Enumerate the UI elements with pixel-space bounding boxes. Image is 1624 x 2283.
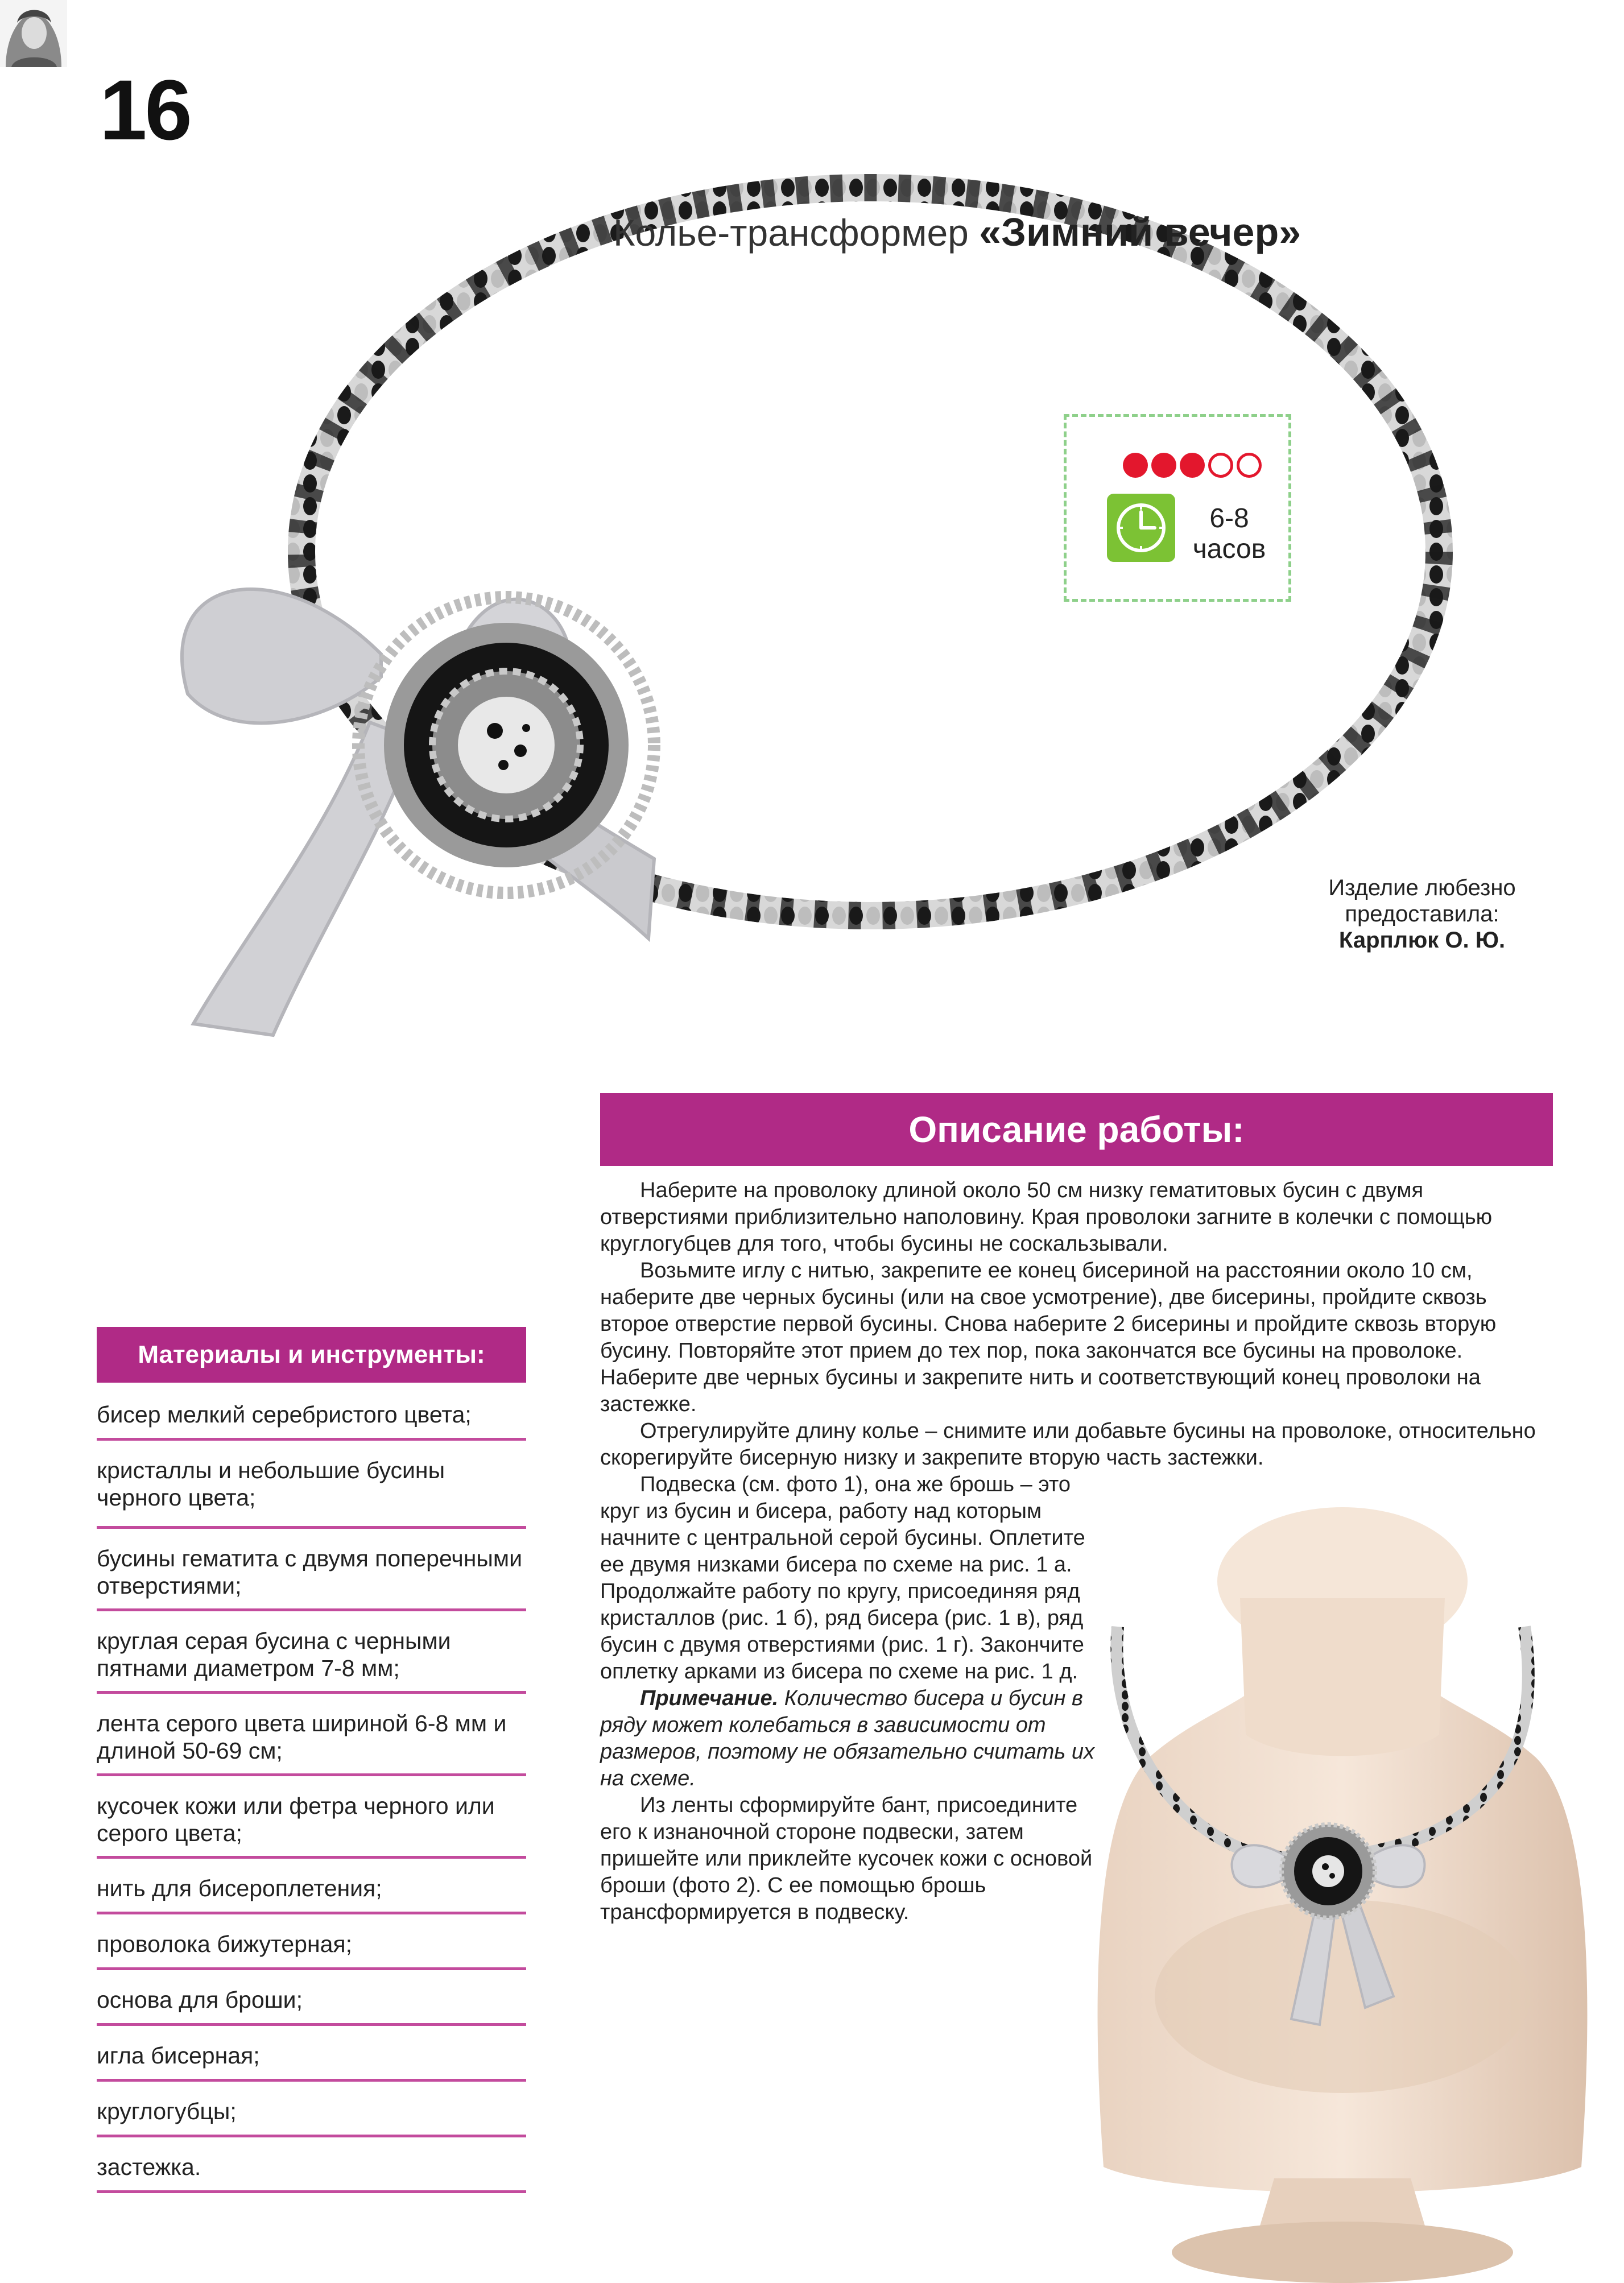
description-paragraph-2: Возьмите иглу с нитью, закрепите ее конец бисериной на расстоянии около 10 см, наберите две черных бусины (или на свое усмотрение), две бисерины, пройдите сквозь второе отверстие первой бусины. Снова наберите 2 бисерины и пройдите сквозь вторую бусину. Повторяйте этот прием до тех пор, пока закончатся все бусины на проволоке. Наберите две черных бусины и закрепите нить и соответствующий конец проволоки на застежке. [600,1259,1497,1416]
difficulty-time-badge [1064,414,1291,602]
article-title [613,209,1301,255]
materials-item: кристаллы и небольшие бусины черного цвета; [97,1441,526,1529]
materials-header: Материалы и инструменты: [97,1327,526,1383]
description-paragraph-1: Наберите на проволоку длиной около 50 см низку гематитовых бусин с двумя отверстиями приблизительно наполовину. Края проволоки загните в колечки с помощью круглогубцев для того, чтобы бусины не соскальзывали. [600,1178,1493,1256]
materials-item: круглая серая бусина с черными пятнами диаметром 7-8 мм; [97,1611,526,1694]
title-main: «Зимний вечер» [979,210,1301,254]
description-paragraph-4: Подвеска (см. фото 1), она же брошь – это круг из бусин и бисера, работу над которым начните с центральной серой бусины. Оплетите ее двумя низками бисера по схеме на рис. 1 а. Продолжайте работу по кругу, присоединяя ряд кристаллов (рис. 1 б), ряд бисера (рис. 1 в), ряд бусин с двумя отверстиями (рис. 1 г). Закончите оплетку арками из бисера по схеме на рис. 1 д. [600,1473,1085,1684]
description-note [600,1685,1101,1792]
materials-item: проволока бижутерная; [97,1914,526,1970]
materials-item: бисер мелкий серебристого цвета; [97,1385,526,1441]
difficulty-dot-5 [1237,453,1262,478]
bust-display-photo [1069,1496,1615,2283]
difficulty-dot-1 [1123,453,1148,478]
time-unit: часов [1192,534,1266,564]
materials-item: круглогубцы; [97,2082,526,2137]
description-paragraph-5: Из ленты сформируйте бант, присоедините его к изнаночной стороне подвески, затем пришейте или приклейте кусочек кожи с основой броши (фото 2). С ее помощью брошь трансформируется в подвеску. [600,1793,1093,1924]
credit-author: Карплюк О. Ю. [1338,928,1506,953]
credit-line-1: Изделие любезно [1328,875,1516,900]
clock-icon [1107,494,1175,562]
materials-item: основа для броши; [97,1970,526,2026]
materials-item: кусочек кожи или фетра черного или серого цвета; [97,1776,526,1859]
difficulty-dot-4 [1208,453,1233,478]
materials-item: игла бисерная; [97,2026,526,2082]
materials-item: лента серого цвета шириной 6-8 мм и длиной 50-69 см; [97,1694,526,1776]
credit-line-2: предоставила: [1345,901,1499,927]
time-value: 6-8 [1209,503,1249,533]
difficulty-dot-3 [1180,453,1205,478]
note-label: Примечание. [640,1686,779,1710]
note-text: Количество бисера и бусин в ряду может колебаться в зависимости от размеров, поэтому не обязательно считать их на схеме. [600,1686,1095,1790]
difficulty-dot-2 [1151,453,1176,478]
page-number: 16 [100,62,190,158]
materials-item: бусины гематита с двумя поперечными отверстиями; [97,1529,526,1611]
corner-portrait-thumbnail [0,0,67,67]
description-header: Описание работы: [600,1093,1553,1166]
materials-list [97,1385,526,2193]
materials-item: нить для бисероплетения; [97,1859,526,1914]
product-credit [1308,875,1536,953]
materials-item: застежка. [97,2137,526,2193]
description-paragraph-3: Отрегулируйте длину колье – снимите или добавьте бусины на проволоке, относительно скорегируйте бисерную низку и закрепите вторую часть застежки. [600,1419,1536,1470]
title-prefix: Колье-трансформер [613,212,980,254]
